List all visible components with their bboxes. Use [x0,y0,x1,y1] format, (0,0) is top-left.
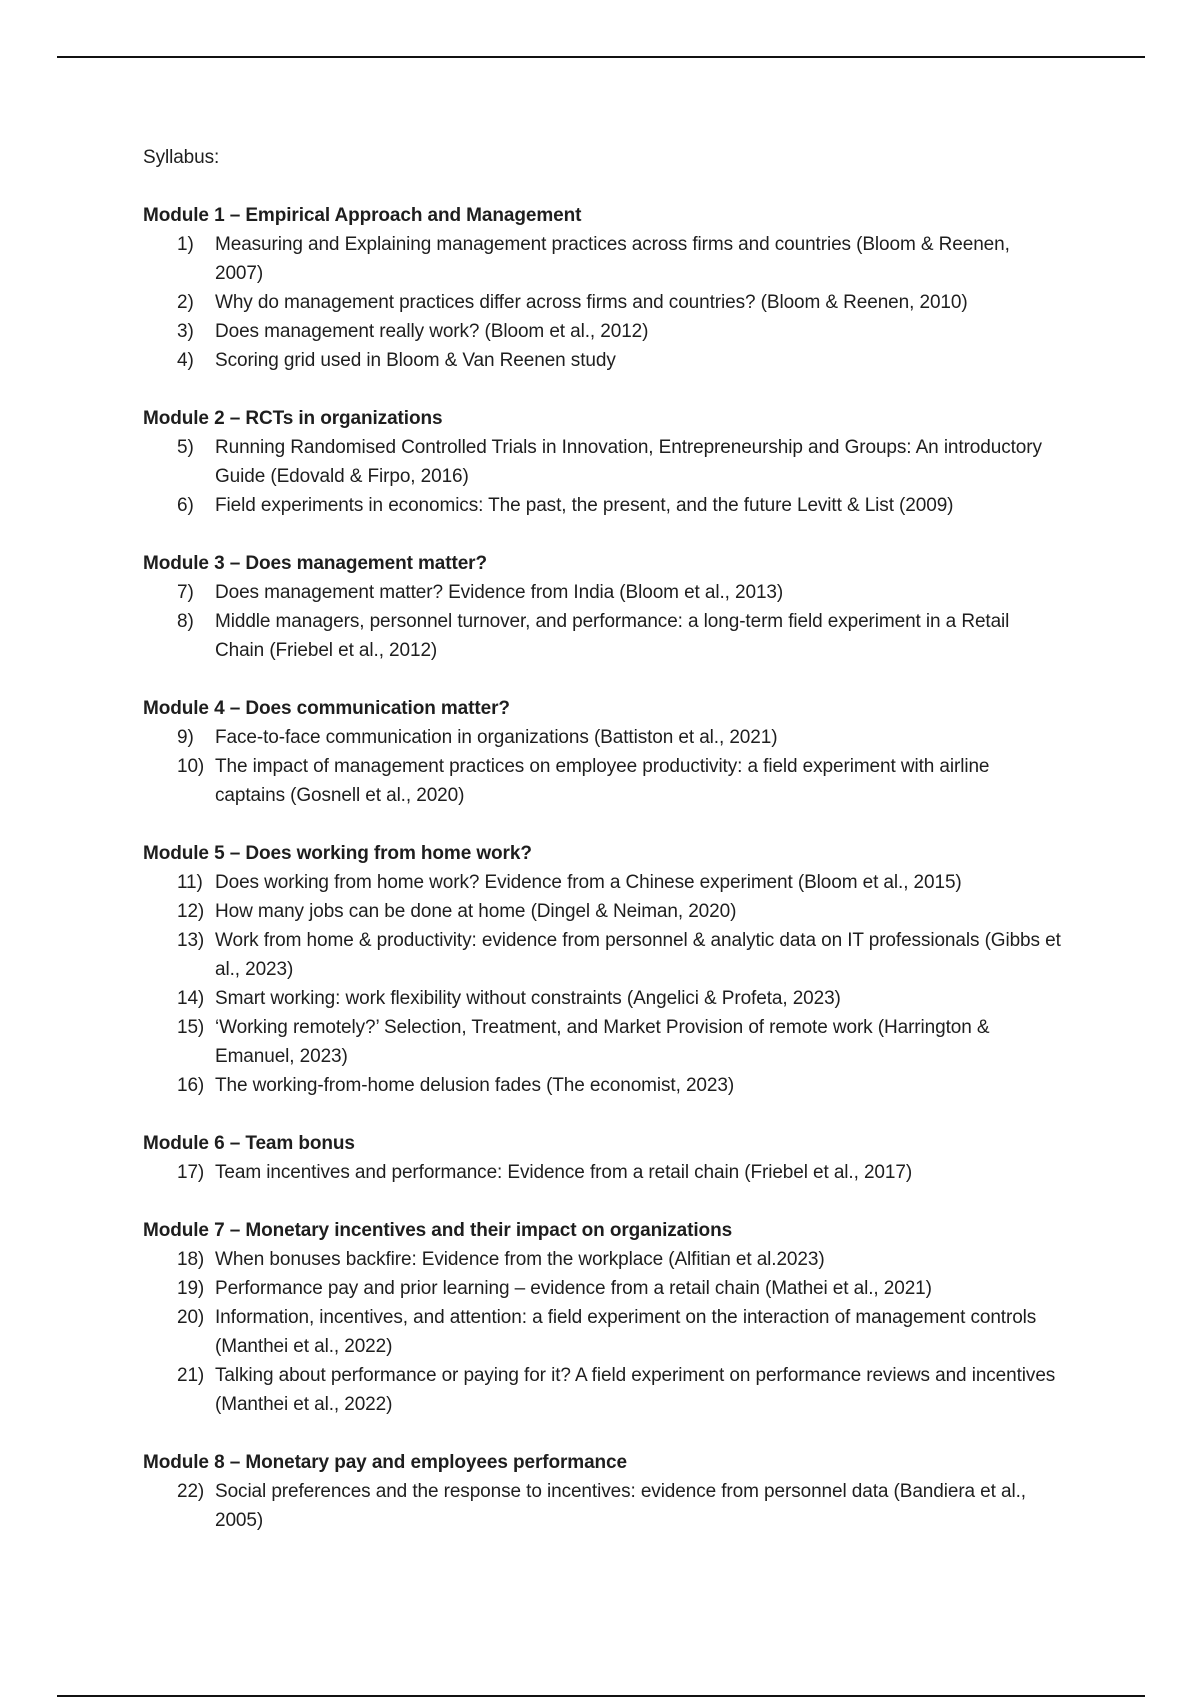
item-text: Face-to-face communication in organizations (Battiston et al., 2021) [215,727,778,748]
item-text: Why do management practices differ across firms and countries? (Bloom & Reenen, 2010) [215,292,968,313]
document-body [143,143,1063,1564]
reading-list [143,723,1063,810]
item-number: 13) [177,930,205,951]
module-3 [143,549,1063,665]
module-title: Module 7 – Monetary incentives and their impact on organizations [143,1220,733,1241]
module-title: Module 8 – Monetary pay and employees performance [143,1452,627,1473]
item-text: How many jobs can be done at home (Dingel & Neiman, 2020) [215,901,737,922]
module-8 [143,1448,1063,1535]
reading-item [143,752,1063,810]
item-text: Performance pay and prior learning – evidence from a retail chain (Mathei et al., 2021) [215,1278,932,1299]
item-number: 5) [177,437,194,458]
module-4 [143,694,1063,810]
reading-item [143,897,1063,926]
item-text: The impact of management practices on employee productivity: a field experiment with airline captains (Gosnell et al., 2020) [215,756,990,806]
item-number: 14) [177,988,205,1009]
module-5 [143,839,1063,1100]
item-text: Field experiments in economics: The past, the present, and the future Levitt & List (2009) [215,495,954,516]
item-number: 10) [177,756,205,777]
reading-item [143,317,1063,346]
item-text: Does working from home work? Evidence from a Chinese experiment (Bloom et al., 2015) [215,872,962,893]
reading-item [143,1071,1063,1100]
item-number: 8) [177,611,194,632]
reading-item [143,984,1063,1013]
item-number: 12) [177,901,205,922]
module-title: Module 4 – Does communication matter? [143,698,510,719]
reading-list [143,433,1063,520]
item-number: 9) [177,727,194,748]
reading-item [143,1361,1063,1419]
item-text: Middle managers, personnel turnover, and performance: a long-term field experiment in a Retail Chain (Friebel et al., 2012) [215,611,1010,661]
item-text: Team incentives and performance: Evidence from a retail chain (Friebel et al., 2017) [215,1162,913,1183]
reading-item [143,1274,1063,1303]
reading-list [143,230,1063,375]
syllabus-heading: Syllabus: [143,147,220,168]
reading-item [143,1303,1063,1361]
reading-item [143,433,1063,491]
module-title: Module 5 – Does working from home work? [143,843,532,864]
item-number: 4) [177,350,194,371]
module-2 [143,404,1063,520]
item-number: 7) [177,582,194,603]
reading-item [143,578,1063,607]
item-text: When bonuses backfire: Evidence from the workplace (Alfitian et al.2023) [215,1249,825,1270]
item-text: Talking about performance or paying for it? A field experiment on performance reviews and incentives (Manthei et al., 2022) [215,1365,1056,1415]
item-number: 3) [177,321,194,342]
reading-item [143,868,1063,897]
item-number: 20) [177,1307,205,1328]
item-text: Social preferences and the response to incentives: evidence from personnel data (Bandiera et al., 2005) [215,1481,1026,1531]
reading-list [143,1245,1063,1419]
reading-list [143,868,1063,1100]
reading-list [143,1158,1063,1187]
item-number: 22) [177,1481,205,1502]
item-number: 18) [177,1249,205,1270]
reading-item [143,491,1063,520]
item-number: 1) [177,234,194,255]
item-number: 21) [177,1365,205,1386]
item-text: The working-from-home delusion fades (The economist, 2023) [215,1075,735,1096]
item-text: Information, incentives, and attention: a field experiment on the interaction of management controls (Manthei et al., 2022) [215,1307,1037,1357]
reading-item [143,1245,1063,1274]
item-number: 19) [177,1278,205,1299]
item-text: Running Randomised Controlled Trials in Innovation, Entrepreneurship and Groups: An introductory Guide (Edovald & Firpo, 2016) [215,437,1042,487]
item-number: 17) [177,1162,205,1183]
module-1 [143,201,1063,375]
item-number: 6) [177,495,194,516]
reading-item [143,1013,1063,1071]
item-text: Does management really work? (Bloom et al., 2012) [215,321,649,342]
module-6 [143,1129,1063,1187]
item-number: 11) [177,872,203,893]
footer-rule [57,1695,1145,1697]
item-number: 2) [177,292,194,313]
reading-item [143,607,1063,665]
item-text: Does management matter? Evidence from India (Bloom et al., 2013) [215,582,784,603]
item-text: Measuring and Explaining management practices across firms and countries (Bloom & Reenen, 2007) [215,234,1010,284]
reading-list [143,1477,1063,1535]
reading-item [143,1477,1063,1535]
item-text: ‘Working remotely?’ Selection, Treatment, and Market Provision of remote work (Harrington & Emanuel, 2023) [215,1017,990,1067]
item-text: Smart working: work flexibility without constraints (Angelici & Profeta, 2023) [215,988,841,1009]
module-title: Module 6 – Team bonus [143,1133,355,1154]
module-title: Module 3 – Does management matter? [143,553,487,574]
reading-item [143,346,1063,375]
reading-item [143,723,1063,752]
item-number: 15) [177,1017,205,1038]
module-title: Module 1 – Empirical Approach and Management [143,205,582,226]
header-rule [57,56,1145,58]
item-number: 16) [177,1075,205,1096]
item-text: Work from home & productivity: evidence from personnel & analytic data on IT professionals (Gibbs et al., 2023) [215,930,1061,980]
reading-item [143,926,1063,984]
item-text: Scoring grid used in Bloom & Van Reenen study [215,350,616,371]
reading-list [143,578,1063,665]
reading-item [143,230,1063,288]
reading-item [143,1158,1063,1187]
reading-item [143,288,1063,317]
module-7 [143,1216,1063,1419]
module-title: Module 2 – RCTs in organizations [143,408,443,429]
